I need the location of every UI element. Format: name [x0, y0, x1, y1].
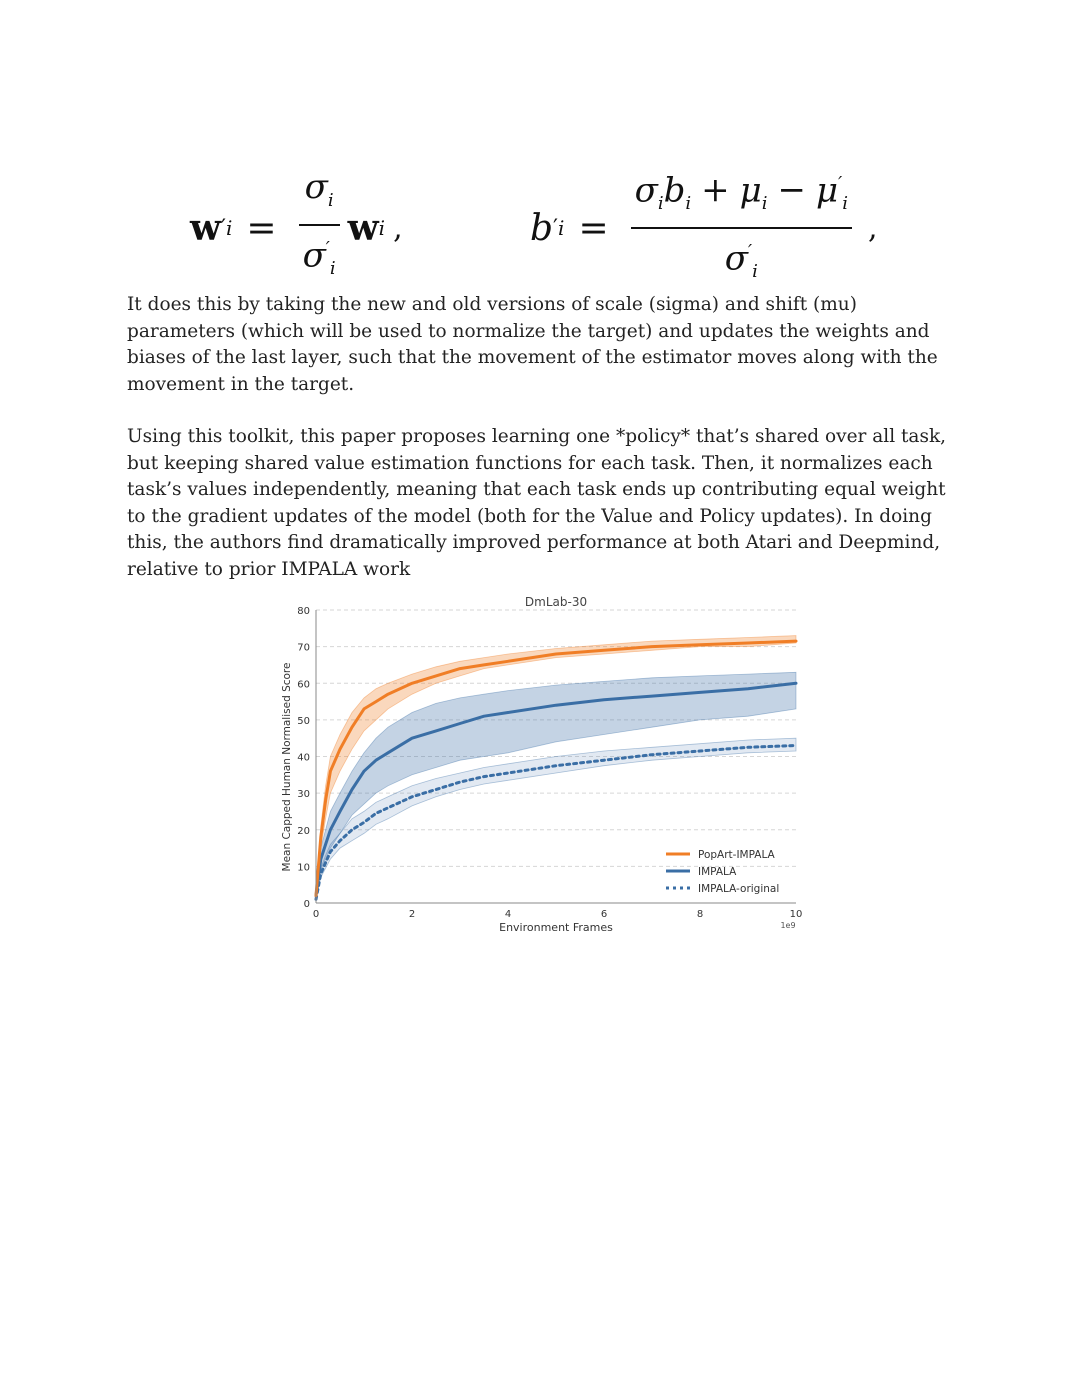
eq-w-den-sym: σ: [302, 235, 326, 276]
eq-w-den-sup: ′: [325, 237, 330, 259]
chart-svg: [270, 590, 810, 940]
eq-w-factor: w: [347, 207, 379, 249]
eq-b-num-d-sub: i: [842, 193, 848, 214]
eq-w-num-sub: i: [327, 189, 334, 211]
chart-y-axis-label: Mean Capped Human Normalised Score: [281, 662, 293, 872]
y-tick-label: 0: [303, 899, 310, 910]
eq-b-num-a: σ: [634, 170, 658, 211]
eq-b-num-b-sub: i: [685, 193, 692, 214]
x-tick-label: 2: [408, 909, 416, 920]
x-tick-label: 6: [600, 909, 608, 920]
chart-title: DmLab-30: [524, 595, 588, 609]
legend-label-popart-impala: PopArt-IMPALA: [698, 849, 775, 861]
eq-b-numerator: [631, 161, 852, 227]
eq-w-equals: =: [246, 207, 277, 249]
eq-b-plus: +: [701, 170, 730, 211]
eq-w-fraction: [299, 164, 340, 292]
eq-b-den-sup: ′: [747, 241, 753, 262]
eq-w-factor-sub: i: [378, 216, 386, 240]
paragraph-popart-update: It does this by taking the new and old versions of scale (sigma) and shift (mu) parameters (which will be used to normalize the target) and updates the weights and biases of the last layer, such that the movement of the estimator moves along with the movement in the target.: [127, 294, 938, 395]
x-tick-label: 4: [504, 909, 512, 920]
eq-b-lhs: b: [530, 207, 554, 249]
eq-b-den-sym: σ: [724, 238, 748, 279]
paragraph-toolkit-summary: Using this toolkit, this paper proposes learning one *policy* that’s shared over all task, but keeping shared value estimation functions for each task. Then, it normalizes each task’s values independently, meaning that each task ends up contributing equal weight to the gradient updates of the model (both for the Value and Policy updates). In doing this, the authors find dramatically improved performance at both Atari and Deepmind, relative to prior IMPALA work: [127, 426, 947, 580]
eq-b-lhs-sub: i: [558, 216, 565, 240]
eq-b-num-d: μ: [816, 170, 839, 211]
y-tick-label: 80: [297, 606, 310, 617]
equations: [190, 167, 930, 284]
y-tick-label: 10: [297, 862, 310, 874]
x-tick-label: 0: [312, 909, 320, 920]
eq-w-lhs-sub: i: [226, 216, 233, 240]
eq-b-num-d-sup: ′: [838, 172, 843, 194]
body-text: [127, 292, 967, 609]
chart-x-axis-label: Environment Frames: [499, 921, 613, 934]
eq-b-fraction: [631, 161, 852, 295]
eq-w-den-sub: i: [329, 257, 336, 279]
eq-b-lhs-sup: ′: [553, 215, 559, 241]
chart-legend: [666, 849, 779, 895]
eq-b-num-c: μ: [739, 170, 762, 211]
eq-b-num-a-sub: i: [657, 193, 664, 214]
y-tick-label: 70: [297, 642, 310, 654]
y-tick-label: 50: [297, 715, 310, 727]
legend-label-impala: IMPALA: [698, 866, 737, 878]
y-tick-label: 60: [297, 679, 310, 691]
eq-w-lhs: w: [190, 207, 221, 249]
equation-bias: [530, 172, 878, 284]
eq-b-num-c-sub: i: [761, 193, 768, 214]
eq-w-num-sym: σ: [304, 167, 328, 208]
y-tick-label: 40: [297, 752, 310, 764]
eq-w-denominator: [299, 226, 340, 292]
y-tick-label: 20: [297, 825, 310, 837]
eq-b-equals: =: [578, 207, 609, 249]
eq-w-comma: ,: [393, 210, 403, 246]
x-tick-label: 8: [696, 909, 704, 920]
legend-label-impala-original: IMPALA-original: [698, 883, 780, 895]
eq-b-denominator: [721, 229, 762, 295]
eq-b-comma: ,: [867, 210, 878, 246]
y-tick-label: 30: [297, 789, 310, 801]
eq-b-num-b: b: [663, 170, 686, 211]
eq-b-den-sub: i: [752, 261, 758, 283]
x-tick-label: 10: [789, 909, 803, 920]
eq-w-numerator: [301, 164, 338, 224]
eq-w-lhs-sup: ′: [221, 215, 226, 241]
eq-b-minus: −: [777, 170, 807, 211]
chart-dmlab30: [270, 590, 810, 940]
chart-x-scale-note: 1e9: [780, 921, 796, 930]
equation-weights: [190, 167, 403, 284]
